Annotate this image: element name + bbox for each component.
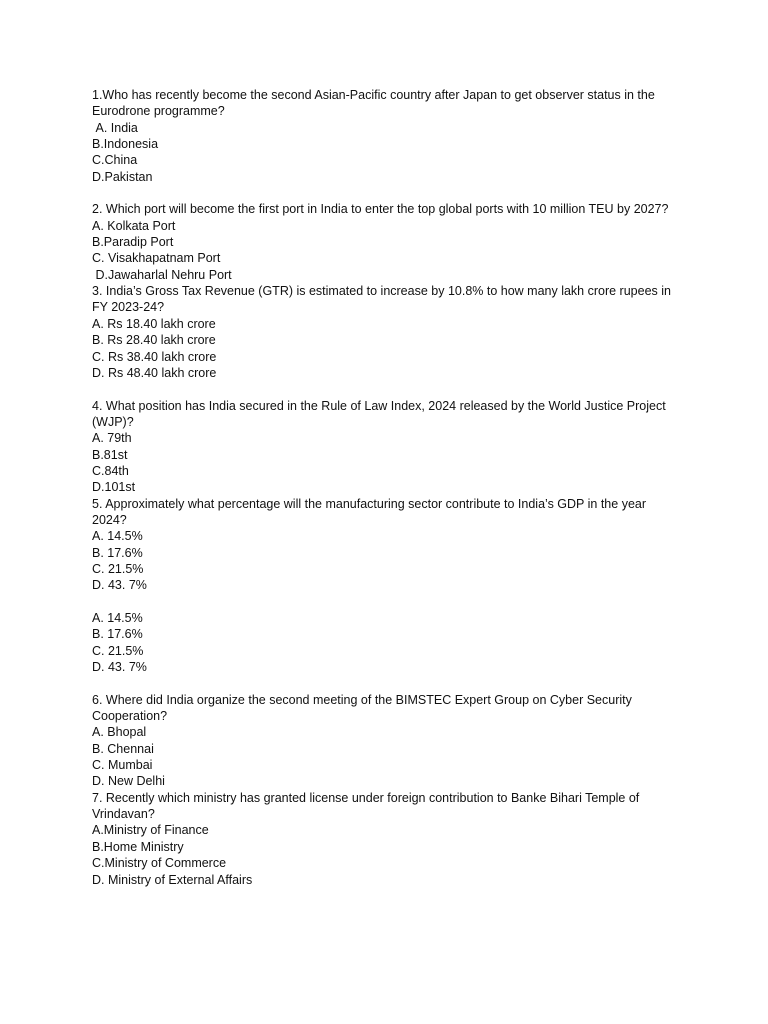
answer-option: C. Mumbai (92, 758, 153, 773)
answer-option: C.Ministry of Commerce (92, 856, 227, 871)
answer-option: D. 43. 7% (92, 578, 147, 593)
question-text: 4. What position has India secured in the Rule of Law Index, 2024 released by the World Justice Project (WJP)? (92, 398, 666, 429)
answer-option: A. India (92, 120, 138, 135)
answer-option: B.Paradip Port (92, 235, 174, 250)
document-body (92, 87, 682, 888)
answer-option: C. 21.5% (92, 561, 144, 576)
answer-option: B.81st (92, 447, 128, 462)
answer-option: D. Rs 48.40 lakh crore (92, 365, 217, 380)
answer-option: A. 79th (92, 431, 132, 446)
answer-option: C. Rs 38.40 lakh crore (92, 349, 217, 364)
answer-option: C.84th (92, 463, 129, 478)
question-text: 2. Which port will become the first port in India to enter the top global ports with 10 million TEU by 2027? (92, 202, 669, 217)
answer-option: D.101st (92, 480, 136, 495)
answer-option: B.Indonesia (92, 137, 159, 152)
answer-option: D. New Delhi (92, 774, 165, 789)
question-text: 5. Approximately what percentage will the manufacturing sector contribute to India’s GDP in the year 2024? (92, 496, 647, 527)
answer-option: A. 14.5% (92, 611, 143, 625)
answer-option: D.Pakistan (92, 169, 153, 184)
question-text: 6. Where did India organize the second meeting of the BIMSTEC Expert Group on Cyber Security Cooperation? (92, 692, 632, 724)
answer-option: C. Visakhapatnam Port (92, 251, 221, 266)
question-text: 7. Recently which ministry has granted license under foreign contribution to Banke Bihari Temple of Vrindavan? (92, 790, 640, 822)
answer-option: D. 43. 7% (92, 660, 147, 675)
answer-option: A. Rs 18.40 lakh crore (92, 316, 216, 331)
question-text: 1.Who has recently become the second Asian-Pacific country after Japan to get observer status in the Eurodrone programme? (92, 88, 655, 119)
answer-option: B.Home Ministry (92, 839, 184, 854)
answer-option: A. Bhopal (92, 725, 147, 740)
blank-line (92, 185, 682, 201)
answer-option: B. 17.6% (92, 627, 143, 642)
answer-option: B. Rs 28.40 lakh crore (92, 333, 216, 348)
blank-line (92, 594, 682, 610)
answer-option: B. Chennai (92, 741, 154, 756)
answer-option: D.Jawaharlal Nehru Port (92, 267, 232, 282)
question-text: 3. India’s Gross Tax Revenue (GTR) is estimated to increase by 10.8% to how many lakh crore rupees in FY 2023-24? (92, 284, 671, 315)
answer-option: A. Kolkata Port (92, 218, 176, 233)
answer-option: B. 17.6% (92, 545, 143, 560)
blank-line (92, 381, 682, 397)
answer-option: C. 21.5% (92, 643, 144, 658)
answer-option: C.China (92, 153, 138, 168)
blank-line (92, 675, 682, 691)
answer-option: A. 14.5% (92, 529, 143, 544)
answer-option: D. Ministry of External Affairs (92, 872, 253, 887)
answer-option: A.Ministry of Finance (92, 823, 209, 838)
